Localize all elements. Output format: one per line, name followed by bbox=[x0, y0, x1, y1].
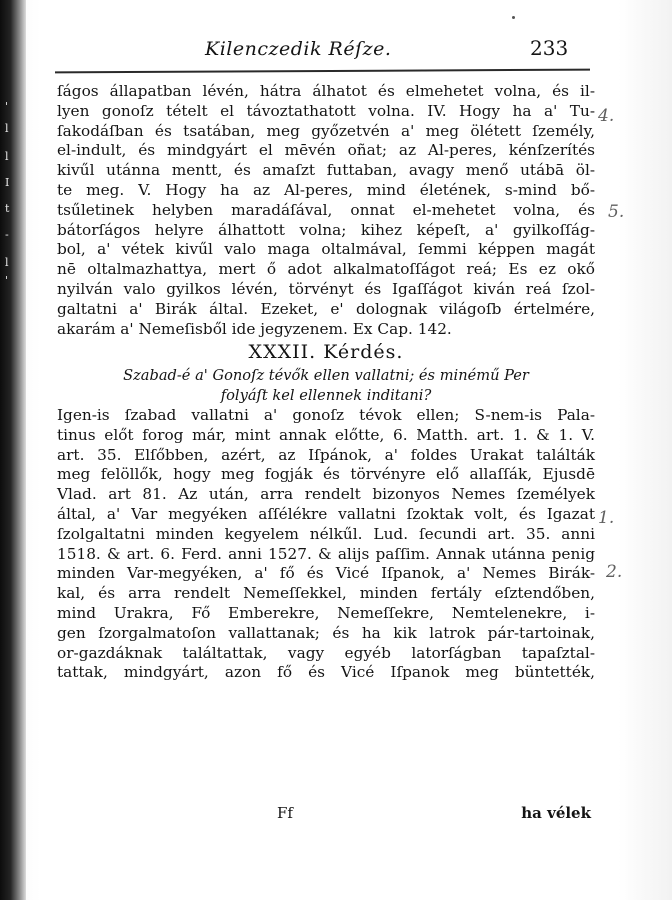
text-line: lyen gonoſz tételt el távoztathatott volna. IV. Hogy ha a' Tu- bbox=[57, 101, 595, 120]
text-line: ſakodáſban és tsatában, meg győzetvén a' meg ölétett ſzemély, bbox=[57, 121, 595, 140]
text-line: ſágos állapatban lévén, hátra álhatot és elmehetet volna, és il- bbox=[57, 82, 595, 100]
text-line: nyilván valo gyilkos lévén, törvényt és Igaſſágot kiván reá ſzol- bbox=[57, 279, 595, 298]
margin-note: 4. bbox=[598, 106, 615, 126]
spine-mark: - bbox=[5, 228, 9, 241]
spine-mark: t bbox=[5, 202, 10, 215]
margin-note: 5. bbox=[608, 202, 625, 222]
text-line: Igen-is ſzabad vallatni a' gonoſz tévok ellen; S-nem-is Pala- bbox=[57, 405, 595, 424]
text-line: te meg. V. Hogy ha az Al-peres, mind életének, s-mind bő- bbox=[57, 180, 595, 199]
spine-mark: I bbox=[5, 176, 10, 189]
text-line: kal, és arra rendelt Nemeſſekkel, minden fertály eſztendőben, bbox=[57, 584, 595, 603]
page-footer bbox=[57, 804, 595, 826]
text-line: bol, a' vétek kivűl valo maga oltalmával, ſemmi képpen magát bbox=[57, 240, 595, 259]
spine-mark: ' bbox=[5, 274, 9, 287]
question-subtitle: folyáſt kel ellennek inditani? bbox=[220, 387, 432, 405]
running-head: Kilenczedik Réſze. bbox=[205, 38, 392, 60]
signature-mark: Ff bbox=[277, 804, 293, 822]
header-rule bbox=[55, 69, 590, 74]
text-line: tattak, mindgyárt, azon fő és Vicé Iſpanok meg büntették, bbox=[57, 663, 595, 682]
spine-mark: l bbox=[5, 150, 9, 163]
text-line: meg felöllők, hogy meg fogják és törvényre elő allaſſák, Ejusdē bbox=[57, 465, 595, 484]
text-line: art. 35. Elſőbben, azért, az Iſpánok, a' foldes Urakat találták bbox=[57, 445, 595, 464]
spine-mark: l bbox=[5, 256, 9, 269]
text-line: által, a' Var megyéken aſſélékre vallatni ſzoktak volt, és Igazat bbox=[57, 504, 595, 523]
text-line: el-indult, és mindgyárt el mēvén oñat; az Al-peres, kénſzerítés bbox=[57, 141, 595, 160]
text-line: Vlad. art 81. Az után, arra rendelt bizonyos Nemes ſzemélyek bbox=[57, 485, 595, 504]
book-spine-shadow bbox=[0, 0, 26, 900]
text-line: gen ſzorgalmatoſon vallattanak; és ha kik latrok pár-tartoinak, bbox=[57, 623, 595, 642]
text-line: minden Var-megyéken, a' fő és Vicé Iſpanok, a' Nemes Birák- bbox=[57, 564, 595, 583]
question-subtitle: Szabad-é a' Gonoſz tévők ellen vallatni; és minémű Per bbox=[123, 367, 529, 385]
text-line: tsűletinek helyben maradáſával, onnat el-mehetet volna, és bbox=[57, 200, 595, 219]
text-line: akarám a' Nemeſisből ide jegyzenem. Ex Cap. 142. bbox=[57, 319, 452, 338]
spine-mark: ' bbox=[5, 100, 9, 113]
print-speck bbox=[512, 16, 515, 19]
question-heading: XXXII. Kérdés. bbox=[248, 341, 404, 364]
margin-note: 1. bbox=[598, 508, 615, 528]
spine-mark: l bbox=[5, 122, 9, 135]
body-text bbox=[57, 82, 595, 683]
margin-note: 2. bbox=[606, 562, 623, 582]
text-line: nē oltalmazhattya, mert ő adot alkalmatoſſágot reá; Es ez okő bbox=[57, 260, 595, 279]
text-line: tinus előt forog már, mint annak előtte, 6. Matth. art. 1. & 1. V. bbox=[57, 425, 595, 444]
text-line: or-gazdáknak találtattak, vagy egyéb latorſágban tapaſztal- bbox=[57, 643, 595, 662]
text-line: galtatni a' Birák által. Ezeket, e' dolognak világoſb értelmére, bbox=[57, 299, 595, 318]
catchword: ha vélek bbox=[521, 804, 591, 822]
text-line: kivűl utánna mentt, és amaſzt futtaban, avagy menő utábā öl- bbox=[57, 161, 595, 180]
text-line: 1518. & art. 6. Ferd. anni 1527. & alijs paſſim. Annak utánna penig bbox=[57, 544, 595, 563]
page-number: 233 bbox=[530, 36, 569, 60]
text-line: ſzolgaltatni minden kegyelem nélkűl. Lud. ſecundi art. 35. anni bbox=[57, 524, 595, 543]
text-line: bátorſágos helyre álhattott volna; kihez képeſt, a' gyilkoſſág- bbox=[57, 220, 595, 239]
text-line: mind Urakra, Fő Emberekre, Nemeſſekre, Nemtelenekre, i- bbox=[57, 603, 595, 622]
page-header bbox=[0, 30, 672, 70]
